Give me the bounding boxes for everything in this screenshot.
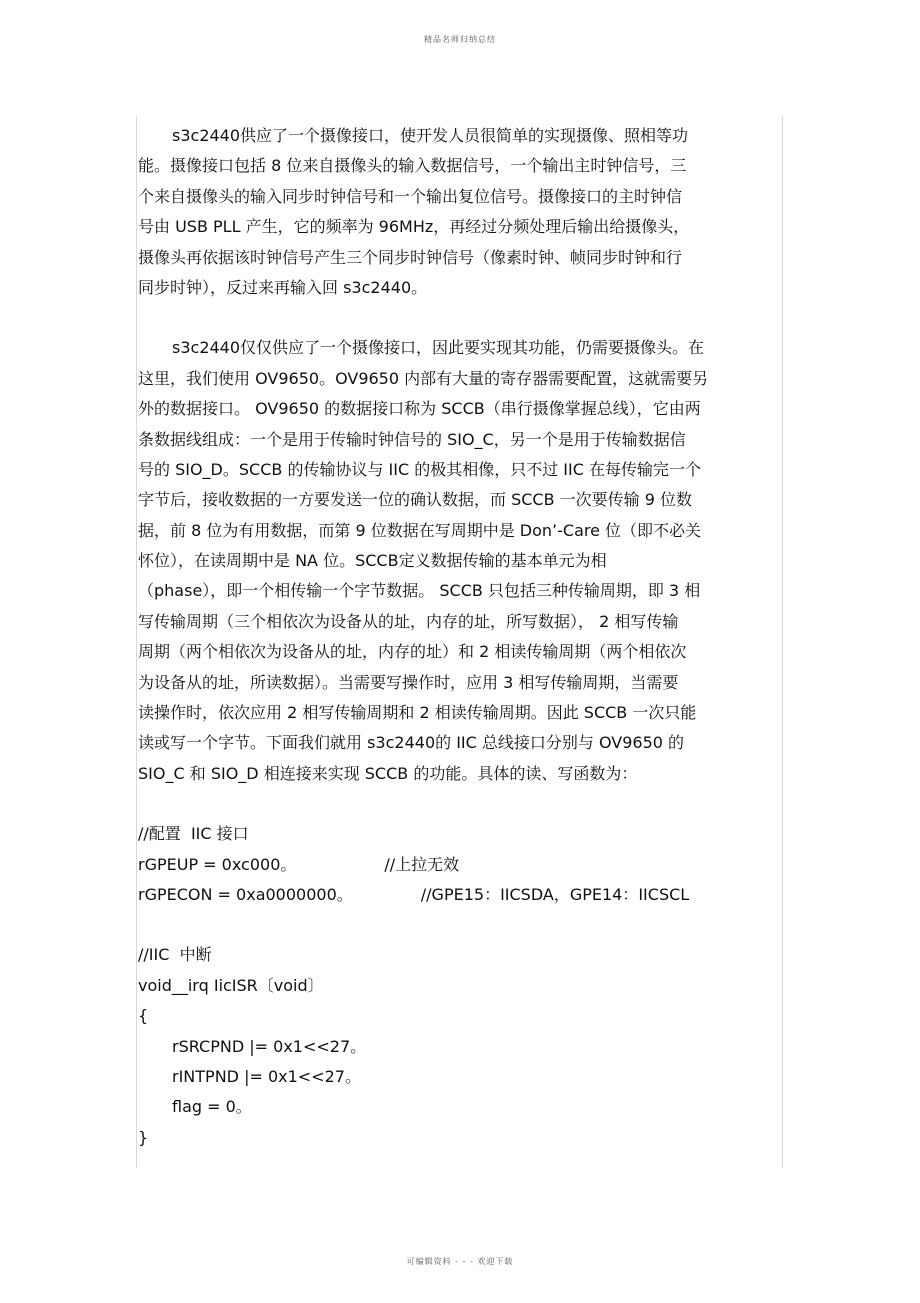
frame-right-border: [782, 116, 783, 1168]
code-line: [138, 850, 772, 880]
text-line: 号由 USB PLL 产生，它的频率为 96MHz，再经过分频处理后输出给摄像头，: [138, 217, 690, 237]
text-line: 摄像头再依据该时钟信号产生三个同步时钟信号（像素时钟、帧同步时钟和行: [138, 247, 683, 267]
code-line: [138, 819, 772, 849]
paragraph-camera-interface: [138, 121, 772, 303]
code-block-iic-isr: [138, 940, 772, 1153]
code-block-iic-config: [138, 819, 772, 910]
text-line: 读操作时，依次应用 2 相写传输周期和 2 相读传输周期。因此 SCCB 一次只能: [138, 703, 697, 723]
code-line: rSRCPND |= 0x1<<27。: [172, 1036, 367, 1056]
frame-left-border: [136, 116, 137, 1168]
text-line: 为设备从的址，所读数据）。当需要写操作时，应用 3 相写传输周期，当需要: [138, 672, 679, 692]
code-comment: //GPE15：IICSDA，GPE14：IICSCL: [420, 884, 690, 904]
paragraph-gap: [138, 910, 772, 940]
page-footer: 可编辑资料 - - - 欢迎下载: [406, 1257, 514, 1266]
code-line: void__irq IicISR〔void〕: [138, 975, 324, 995]
document-body: [138, 121, 772, 1153]
code-line: }: [138, 1127, 149, 1147]
text-line: 写传输周期（三个相依次为设备从的址，内存的址，所写数据）， 2 相写传输: [138, 611, 679, 631]
text-line: 个来自摄像头的输入同步时钟信号和一个输出复位信号。摄像接口的主时钟信: [138, 186, 683, 206]
code-line: //IIC 中断: [138, 945, 212, 965]
text-line: 号的 SIO_D。SCCB 的传输协议与 IIC 的极其相像，只不过 IIC 在每传输完一个: [138, 459, 702, 479]
text-line: 怀位），在读周期中是 NA 位。SCCB定义数据传输的基本单元为相: [138, 551, 607, 571]
text-line: 能。摄像接口包括 8 位来自摄像头的输入数据信号，一个输出主时钟信号，三: [138, 156, 687, 176]
text-line: s3c2440仅仅供应了一个摄像接口，因此要实现其功能，仍需要摄像头。在: [172, 338, 705, 358]
code-comment: //上拉无效: [384, 854, 460, 874]
code-text: rGPEUP = 0xc000。: [138, 854, 297, 874]
text-line: 这里，我们使用 OV9650。OV9650 内部有大量的寄存器需要配置，这就需要另: [138, 368, 709, 388]
code-line: [138, 880, 772, 910]
code-text: rGPECON = 0xa0000000。: [138, 884, 353, 904]
text-line: 读或写一个字节。下面我们就用 s3c2440的 IIC 总线接口分别与 OV9650 的: [138, 733, 685, 753]
text-line: SIO_C 和 SIO_D 相连接来实现 SCCB 的功能。具体的读、写函数为：: [138, 763, 638, 783]
text-line: 同步时钟），反过来再输入回 s3c2440。: [138, 277, 428, 297]
text-line: 据，前 8 位为有用数据，而第 9 位数据在写周期中是 Don’-Care 位（即不必关: [138, 520, 702, 540]
text-line: 条数据线组成：一个是用于传输时钟信号的 SIO_C，另一个是用于传输数据信: [138, 429, 686, 449]
paragraph-gap: [138, 789, 772, 819]
code-text: //配置 IIC 接口: [138, 824, 249, 844]
text-line: 周期（两个相依次为设备从的址，内存的址）和 2 相读传输周期（两个相依次: [138, 642, 687, 662]
page-header: 精品名师归纳总结: [424, 35, 496, 44]
code-line: rINTPND |= 0x1<<27。: [172, 1066, 361, 1086]
paragraph-gap: [138, 303, 772, 333]
text-line: （phase），即一个相传输一个字节数据。 SCCB 只包括三种传输周期，即 3 相: [138, 581, 701, 601]
text-line: s3c2440供应了一个摄像接口，使开发人员很简单的实现摄像、照相等功: [172, 126, 689, 145]
paragraph-sccb: [138, 333, 772, 789]
text-line: 外的数据接口。 OV9650 的数据接口称为 SCCB（串行摄像掌握总线），它由两: [138, 399, 701, 419]
code-line: flag = 0。: [172, 1097, 252, 1117]
code-line: {: [138, 1006, 149, 1026]
text-line: 字节后，接收数据的一方要发送一位的确认数据，而 SCCB 一次要传输 9 位数: [138, 490, 693, 510]
